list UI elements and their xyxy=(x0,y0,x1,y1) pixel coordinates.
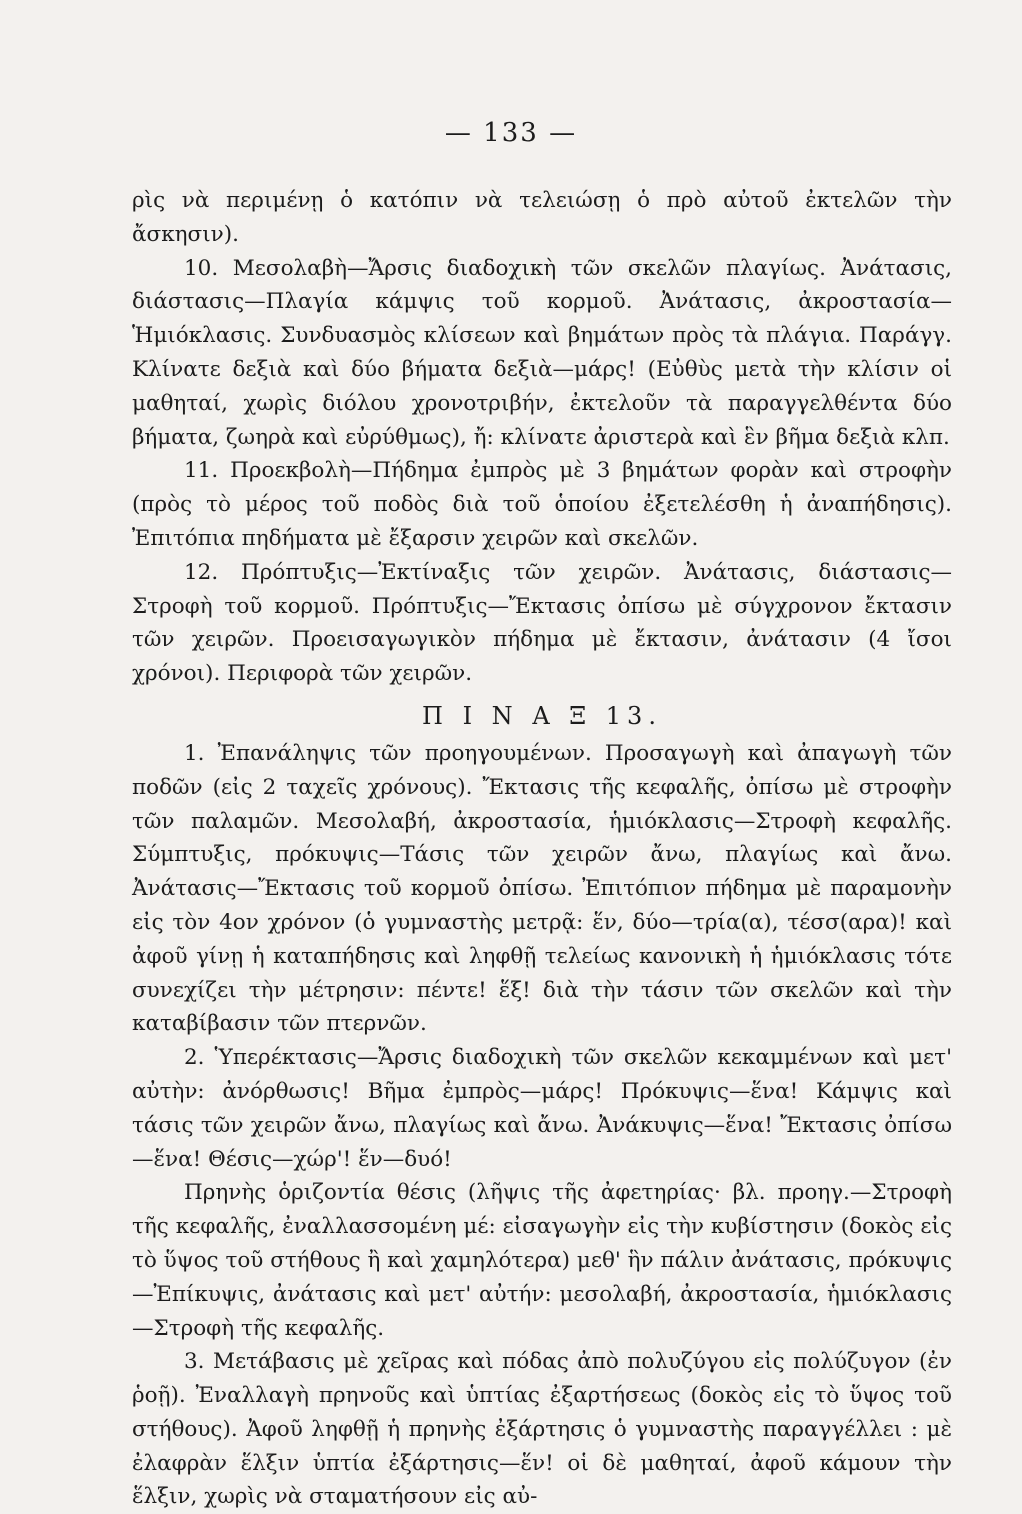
paragraph-prone-position: Πρηνὴς ὁριζοντία θέσις (λῆψις τῆς ἀφετηρίας· βλ. προηγ.—Στροφὴ τῆς κεφαλῆς, ἐναλλασσομένη μέ: εἰσαγωγὴν εἰς τὴν κυβίστησιν (δοκὸς εἰς τὸ ὕψος τοῦ στήθους ἢ καὶ χαμηλότερα) μεθ' ἣν πάλιν ἀνάτασις, πρόκυψις—Ἐπίκυψις, ἀνάτασις καὶ μετ' αὐτήν: μεσολαβή, ἀκροστασία, ἡμιόκλασις—Στροφὴ τῆς κεφαλῆς. xyxy=(132,1180,952,1341)
paragraph-exercise-12: 12. Πρόπτυξις—Ἐκτίναξις τῶν χειρῶν. Ἀνάτασις, διάστασις—Στροφὴ τοῦ κορμοῦ. Πρόπτυξις—Ἔκτασις ὀπίσω μὲ σύγχρονον ἔκτασιν τῶν χειρῶν. Προεισαγωγικὸν πήδημα μὲ ἔκτασιν, ἀνάτασιν (4 ἴσοι χρόνοι). Περιφορὰ τῶν χειρῶν. xyxy=(132,559,952,687)
section-heading: Π Ι Ν Α Ξ 13. xyxy=(422,701,662,730)
body-text xyxy=(132,184,952,1514)
paragraph-exercise-1: 1. Ἐπανάληψις τῶν προηγουμένων. Προσαγωγὴ καὶ ἀπαγωγὴ τῶν ποδῶν (εἰς 2 ταχεῖς χρόνους). Ἔκτασις τῆς κεφαλῆς, ὀπίσω μὲ στροφὴν τῶν παλαμῶν. Μεσολαβή, ἀκροστασία, ἡμιόκλασις—Στροφὴ κεφαλῆς. Σύμπτυξις, πρόκυψις—Τάσις τῶν χειρῶν ἄνω, πλαγίως καὶ ἄνω. Ἀνάτασις—Ἔκτασις τοῦ κορμοῦ ὀπίσω. Ἐπιτόπιον πήδημα μὲ παραμονὴν εἰς τὸν 4ον χρόνον (ὁ γυμναστὴς μετρᾷ: ἕν, δύο—τρία(α), τέσσ(αρα)! καὶ ἀφοῦ γίνῃ ἡ καταπήδησις καὶ ληφθῇ τελείως κανονικὴ ἡ ἡμιόκλασις τότε συνεχίζει τὴν μέτρησιν: πέντε! ἕξ! διὰ τὴν τάσιν τῶν σκελῶν καὶ τὴν καταβίβασιν τῶν πτερνῶν. xyxy=(132,740,952,1037)
page-number: — 133 — xyxy=(444,118,578,148)
paragraph-exercise-2: 2. Ὑπερέκτασις—Ἄρσις διαδοχικὴ τῶν σκελῶν κεκαμμένων καὶ μετ' αὐτὴν: ἀνόρθωσις! Βῆμα ἐμπρὸς—μάρς! Πρόκυψις—ἕνα! Κάμψις καὶ τάσις τῶν χειρῶν ἄνω, πλαγίως καὶ ἄνω. Ἀνάκυψις—ἕνα! Ἔκτασις ὀπίσω—ἕνα! Θέσις—χώρ'! ἕν—δυό! xyxy=(132,1045,952,1172)
paragraph-exercise-10: 10. Μεσολαβὴ—Ἄρσις διαδοχικὴ τῶν σκελῶν πλαγίως. Ἀνάτασις, διάστασις—Πλαγία κάμψις τοῦ κορμοῦ. Ἀνάτασις, ἀκροστασία—Ἡμιόκλασις. Συνδυασμὸς κλίσεων καὶ βημάτων πρὸς τὰ πλάγια. Παράγγ. Κλίνατε δεξιὰ καὶ δύο βήματα δεξιὰ—μάρς! (Εὐθὺς μετὰ τὴν κλίσιν οἱ μαθηταί, χωρὶς διόλου χρονοτριβήν, ἐκτελοῦν τὰ παραγγελθέντα δύο βήματα, ζωηρὰ καὶ εὐρύθμως), ἤ: κλίνατε ἀριστερὰ καὶ ἓν βῆμα δεξιὰ κλπ. xyxy=(132,255,952,450)
paragraph-exercise-3: 3. Μετάβασις μὲ χεῖρας καὶ πόδας ἀπὸ πολυζύγου εἰς πολύζυγον (ἐν ῥοῇ). Ἐναλλαγὴ πρηνοῦς καὶ ὑπτίας ἐξαρτήσεως (δοκὸς εἰς τὸ ὕψος τοῦ στήθους). Ἀφοῦ ληφθῇ ἡ πρηνὴς ἐξάρτησις ὁ γυμναστὴς παραγγέλλει : μὲ ἐλαφρὰν ἕλξιν ὑπτία ἐξάρτησις—ἕν! οἱ δὲ μαθηταί, ἀφοῦ κάμουν τὴν ἕλξιν, χωρὶς νὰ σταματήσουν εἰς αὐ- xyxy=(132,1349,952,1510)
paragraph-exercise-11: 11. Προεκβολὴ—Πήδημα ἐμπρὸς μὲ 3 βημάτων φορὰν καὶ στροφὴν (πρὸς τὸ μέρος τοῦ ποδὸς διὰ τοῦ ὁποίου ἐξετελέσθη ἡ ἀναπήδησις). Ἐπιτόπια πηδήματα μὲ ἔξαρσιν χειρῶν καὶ σκελῶν. xyxy=(132,458,952,551)
paragraph-continuation: ρὶς νὰ περιμένῃ ὁ κατόπιν νὰ τελειώσῃ ὁ πρὸ αὐτοῦ ἐκτελῶν τὴν ἄσκησιν). xyxy=(132,188,952,247)
